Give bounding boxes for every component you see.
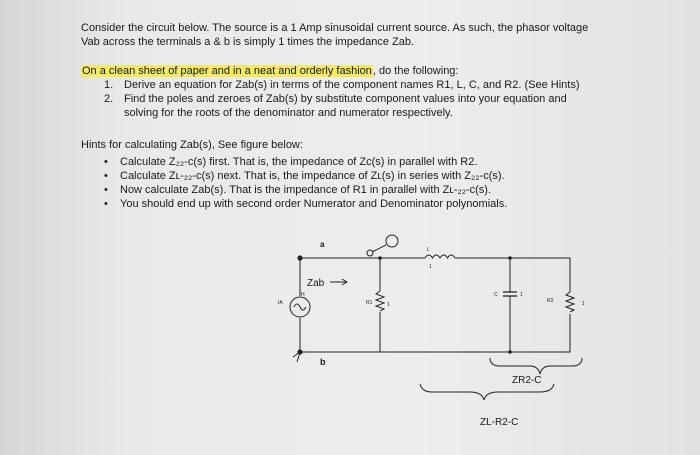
node-dot-cap-bottom	[508, 350, 512, 354]
zab-label: Zab	[307, 278, 325, 289]
terminal-b-dot	[297, 349, 302, 354]
brace-outer-label: ZL-R2-C	[480, 417, 519, 428]
intro-line-2: Vab across the terminals a & b is simply 1 times the impedance Zab.	[81, 36, 414, 48]
hint-1-text: Calculate Z₂₂‑c(s) first. That is, the impedance of Zc(s) in parallel with R2.	[120, 156, 478, 168]
r2-value: 1	[582, 301, 585, 307]
inductor-value: 1	[429, 264, 432, 270]
instruction-highlight: On a clean sheet of paper and in a neat and orderly fashion	[82, 65, 372, 77]
brace-outer	[420, 384, 554, 400]
r1-value: 1	[387, 302, 390, 308]
r1-label: R1	[366, 300, 373, 306]
cap-label: C	[494, 292, 498, 298]
task-2-continuation: solving for the roots of the denominator and numerator respectively.	[124, 107, 453, 119]
sine-wave-icon	[294, 304, 306, 310]
hint-4-text: You should end up with second order Numerator and Denominator polynomials.	[120, 198, 508, 210]
terminal-a-label: a	[320, 240, 325, 249]
task-1-number: 1.	[104, 79, 114, 91]
task-1-text: Derive an equation for Zab(s) in terms of the component names R1, L, C, and R2. (See Hints)	[124, 79, 580, 91]
task-2-number: 2.	[104, 93, 114, 105]
node-dot-r1	[378, 256, 382, 260]
hint-2-text: Calculate Zʟ‑₂₂‑c(s) next. That is, the impedance of Zʟ(s) in series with Z₂₂‑c(s).	[120, 170, 505, 182]
source-value: H	[301, 292, 305, 298]
hint-1: • Calculate Z₂₂‑c(s) first. That is, the impedance of Zc(s) in parallel with R2.	[104, 156, 478, 168]
probe-meter-icon	[386, 235, 398, 247]
hint-4: • You should end up with second order Numerator and Denominator polynomials.	[104, 198, 508, 210]
task-2-text: Find the poles and zeroes of Zab(s) by substitute component values into your equation and	[124, 93, 567, 105]
bottom-wire	[300, 314, 570, 352]
probe-tip-icon	[367, 250, 373, 256]
cap-value: 1	[520, 292, 523, 298]
inductor-symbol	[425, 255, 455, 258]
hint-3-text: Now calculate Zab(s). That is the impedance of R1 in parallel with Zʟ‑₂₂‑c(s).	[120, 184, 492, 196]
instruction-rest: , do the following:	[372, 65, 459, 77]
brace-inner	[490, 358, 582, 374]
hint-3: • Now calculate Zab(s). That is the impedance of R1 in parallel with Zʟ‑₂₂‑c(s).	[104, 184, 492, 196]
inductor-label: L	[427, 247, 430, 253]
resistor-r2-symbol	[566, 292, 574, 312]
hint-2: • Calculate Zʟ‑₂₂‑c(s) next. That is, the impedance of Zʟ(s) in series with Z₂₂‑c(s).	[104, 170, 505, 182]
intro-line-1: Consider the circuit below. The source is a 1 Amp sinusoidal current source. As such, the phasor voltage	[81, 22, 589, 34]
resistor-r1-symbol	[376, 291, 384, 311]
node-dot-cap-top	[508, 256, 512, 260]
hints-title: Hints for calculating Zab(s), See figure below:	[81, 139, 303, 151]
source-label: IA	[278, 300, 283, 306]
r2-label: R2	[547, 298, 554, 304]
terminal-b-label: b	[320, 357, 326, 367]
top-wire-right	[455, 258, 570, 292]
probe-lead	[372, 245, 386, 252]
brace-inner-label: ZR2-C	[512, 375, 542, 386]
terminal-a-dot	[297, 255, 302, 260]
